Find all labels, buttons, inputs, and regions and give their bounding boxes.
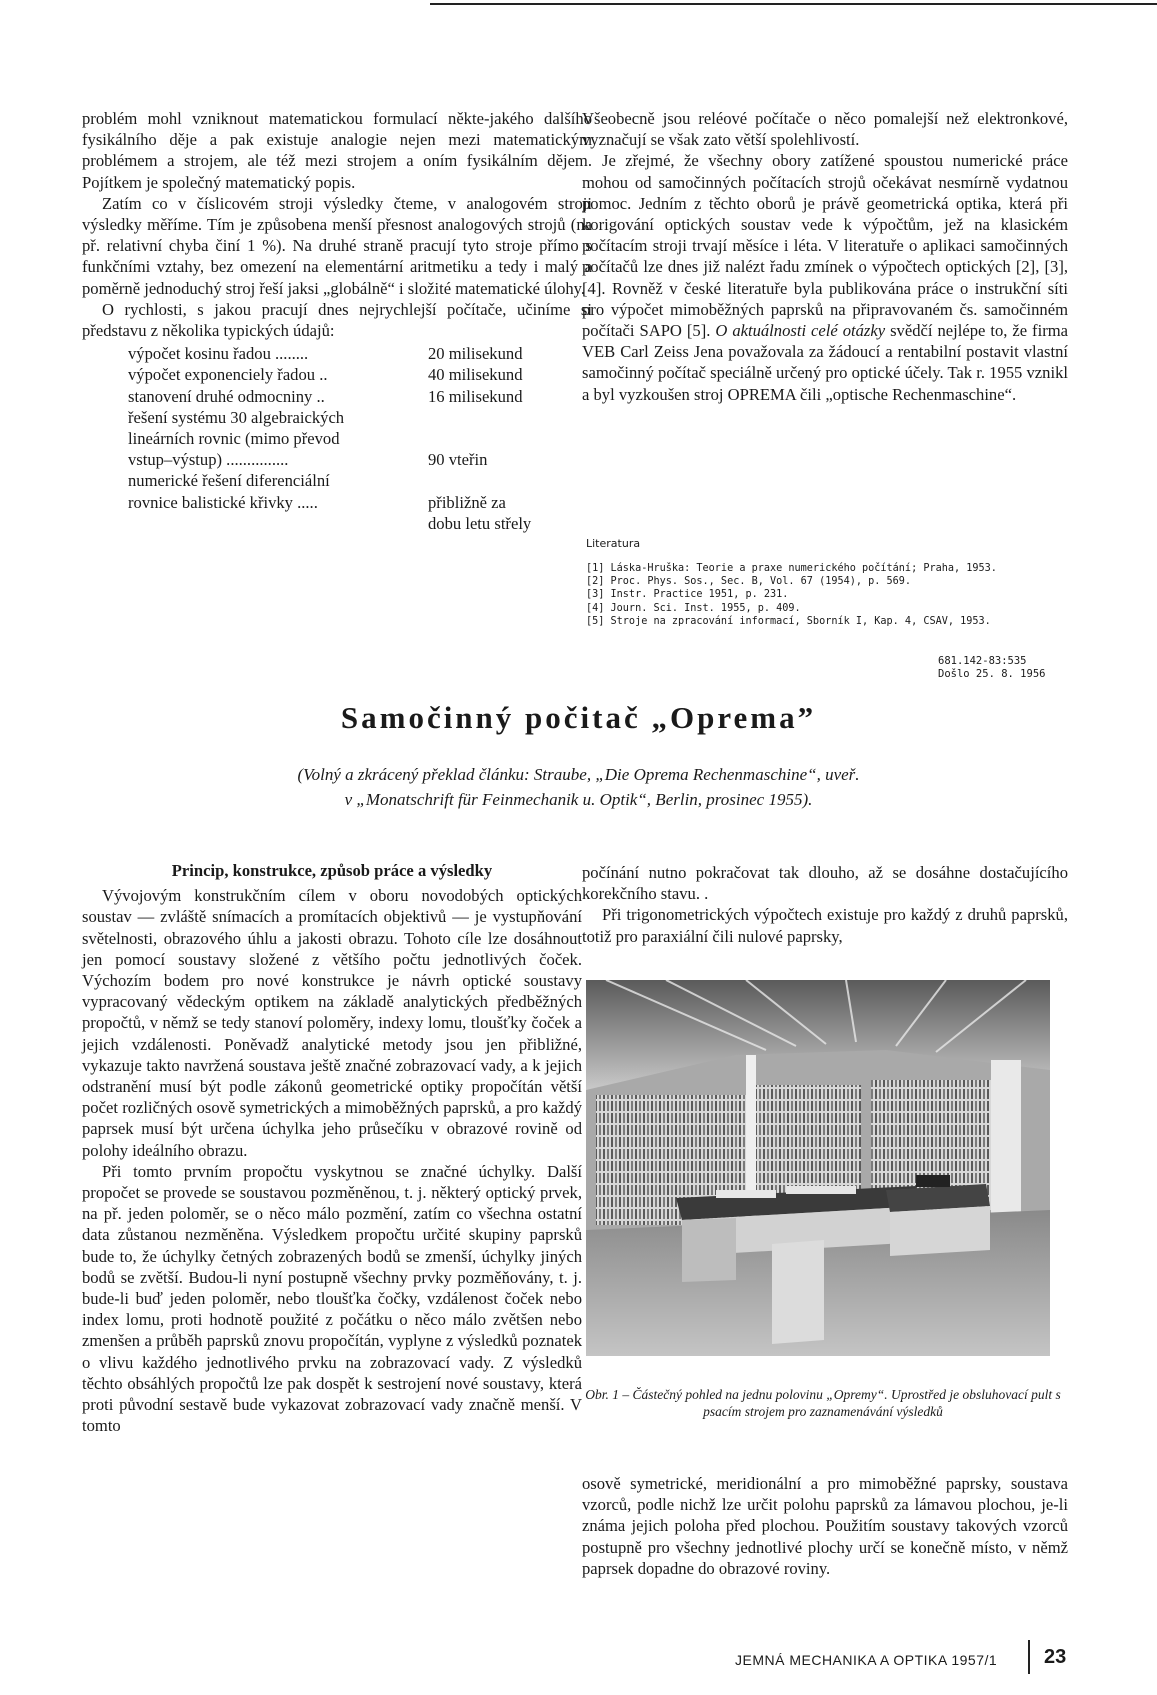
paragraph: Zatím co v číslicovém stroji výsledky čteme, v analogovém stroji výsledky měříme. Tím je způsobena menší přesnost analogových strojů (na př. relativní chyba činí 1 %). Na druhé straně pracují tyto stroje přímo s funkčními vztahy, bez omezení na elementární aritmetiku a tedy i malý a poměrně jednoduchý stroj řeší jaksi „globálně“ i složité matematické úlohy. [82, 193, 592, 298]
timing-row [128, 513, 568, 534]
subtitle-line: (Volný a zkrácený překlad článku: Straube, „Die Oprema Rechenmaschine“, uveř. [297, 765, 860, 784]
timing-task: řešení systému 30 algebraických [128, 407, 345, 427]
timing-value: 16 milisekund [428, 386, 523, 406]
paragraph: Při trigonometrických výpočtech existuje pro každý z druhů paprsků, totiž pro paraxiální čili nulové paprsky, [582, 905, 1068, 946]
italic-text: O aktuálnosti celé otázky [715, 321, 886, 341]
text-run: svědčí nejlépe to, že firma VEB Carl Zeiss Jena považovala za žádoucí a rentabilní postavit vlastní samočinný počítač speciálně určený pro optické účely. Tak r. 1955 vznikl a byl vyzkoušen stroj OPREMA čili „optische Rechenmaschine“. [582, 321, 1068, 404]
figure-caption: Obr. 1 – Částečný pohled na jednu polovinu „Opremy“. Uprostřed je obsluhovací pult s psacím strojem pro zaznamenávání výsledků [585, 1387, 1061, 1419]
references-heading: Literatura [586, 537, 641, 550]
upper-left-column [82, 108, 592, 534]
paragraph [582, 150, 1068, 404]
lower-right-column-top [582, 862, 1068, 947]
paragraph: osově symetrické, meridionální a pro mimoběžné paprsky, soustava vzorců, podle nichž lze určit polohu paprsků za lámavou plochou, je-li známa jejich poloha před plochou. Použitím soustavy takových vzorců postupně pro všechny jednotlivé plochy určí se konečně místo, v němž paprsek dopadne do obrazové roviny. [582, 1474, 1068, 1578]
timing-row [128, 386, 568, 407]
section-heading: Princip, konstrukce, způsob práce a výsledky [171, 861, 493, 880]
paragraph: O rychlosti, s jakou pracují dnes nejrychlejší počítače, učiníme si představu z několika typických údajů: [82, 299, 592, 341]
timing-task: numerické řešení diferenciální [128, 471, 330, 491]
paragraph: počínání nutno pokračovat tak dlouho, až se dosáhne dostačujícího korekčního stavu. . [582, 863, 1068, 904]
photo-illustration [586, 980, 1050, 1356]
oprema-photo [586, 980, 1050, 1356]
references-list [586, 562, 1066, 628]
received-date: Došlo 25. 8. 1956 [938, 668, 1046, 680]
timing-task: výpočet kosinu řadou ........ [128, 344, 309, 364]
paragraph: problém mohl vzniknout matematickou formulací někte-jakého dalšího fysikálního děje a pak existuje analogie nejen mezi matematickým problémem a strojem, ale též mezi strojem a oním fysikálním dějem. Pojítkem je společný matematický popis. [82, 109, 592, 192]
paragraph: Všeobecně jsou reléové počítače o něco pomalejší než elektronkové, vyznačují se však zato větší spolehlivostí. [582, 109, 1068, 150]
timing-value: 40 milisekund [428, 365, 523, 385]
lower-left-column [82, 860, 582, 1436]
text-run: Je zřejmé, že všechny obory zatížené spoustou numerické práce mohou od samočinných počítacích strojů očekávat nesmírně vydatnou pomoc. Jedním z těchto oborů je právě geometrická optika, která při korigování optických soustav vede k výpočtům, jež na klasickém počítacím stroji trvají měsíce i léta. V literatuře o aplikaci samočinných počítačů lze dnes již nalézt řadu zmínek o výpočtech optických [2], [3], [4]. Rovněž v české literatuře byla publikována práce o instrukční síti pro výpočet mimoběžných paprsků na připravovaném čs. samočinném počítači SAPO [5]. [582, 151, 1068, 341]
article-subtitle [0, 762, 1157, 812]
reference-item: [2] Proc. Phys. Sos., Sec. B, Vol. 67 (1954), p. 569. [586, 576, 912, 588]
timing-row [128, 470, 568, 491]
timing-row [128, 449, 568, 470]
timing-table [128, 343, 568, 534]
timing-task [128, 513, 428, 534]
upper-right-column [582, 108, 1068, 405]
footer-separator [1028, 1640, 1030, 1674]
timing-row [128, 492, 568, 513]
subtitle-line: v „Monatschrift für Feinmechanik u. Optik“, Berlin, prosinec 1955). [344, 790, 813, 809]
reference-item: [4] Journ. Sci. Inst. 1955, p. 409. [586, 602, 801, 614]
udc-code: 681.142-83:535 [938, 655, 1027, 667]
timing-value [428, 428, 568, 449]
journal-footer: JEMNÁ MECHANIKA A OPTIKA 1957/1 [735, 1652, 998, 1668]
paragraph: Vývojovým konstrukčním cílem v oboru novodobých optických soustav — zvláště snímacích a promítacích objektivů — je vystupňování světelnosti, obrazového úhlu a jakosti obrazu. Tohoto cíle lze dosáhnout jen pomocí soustavy složené z většího počtu jednotlivých čoček. Výchozím bodem pro nové konstrukce je návrh optické soustavy vypracovaný vědeckým optikem na základě analytických předběžných propočtů, v němž se tedy stanoví poloměry, indexy lomu, tloušťky čoček a jejich vzdálenosti. Poněvadž analytické metody jsou jen přibližné, vykazuje takto navržená soustava ještě značné zobrazovací vady, a k jejich odstranění musí být podle zákonů geometrické optiky propočítán větší počet rozličných osově symetrických a mimoběžných paprsků, a pro každý paprsek musí být určena úchylka jeho průsečíku v obrazové rovině od polohy ideálního obrazu. [82, 886, 582, 1160]
timing-row [128, 343, 568, 364]
timing-task: rovnice balistické křivky ..... [128, 492, 318, 512]
timing-task: výpočet exponenciely řadou .. [128, 365, 328, 385]
timing-value: 90 vteřin [428, 450, 488, 470]
timing-value: dobu letu střely [428, 513, 532, 533]
reference-item: [3] Instr. Practice 1951, p. 231. [586, 589, 789, 601]
timing-task: stanovení druhé odmocniny .. [128, 386, 325, 406]
top-rule [430, 3, 1157, 5]
reference-item: [5] Stroje na zpracování informací, Sborník I, Kap. 4, CSAV, 1953. [586, 615, 991, 627]
timing-row [128, 364, 568, 385]
timing-value [428, 407, 568, 428]
lower-right-column-bottom [582, 1473, 1068, 1579]
timing-task: lineárních rovnic (mimo převod [128, 429, 340, 449]
timing-row [128, 407, 568, 428]
page-number: 23 [1044, 1646, 1067, 1668]
timing-task: vstup–výstup) ............... [128, 450, 289, 470]
reference-item: [1] Láska-Hruška: Teorie a praxe numerického počítání; Praha, 1953. [586, 563, 997, 574]
paragraph: Při tomto prvním propočtu vyskytnou se značné úchylky. Další propočet se provede se soustavou pozměněnou, t. j. některý optický prvek, na př. jeden poloměr, se o něco málo pozmění, zatím co všechna ostatní data zůstanou nezměněna. Výsledkem propočtu určité skupiny paprsků bude to, že úchylky četných zobrazených bodů se zmenší, úchylky jiných bodů se zvětší. Budou-li nyní postupně všechny prvky pozměňovány, t. j. bude-li buď jeden poloměr, nebo tloušťka čočky, vzdálenost čoček nebo index lomu, proti hodnotě použité z počátku o něco málo zvětšen nebo zmenšen a průběh paprsků znovu propočítán, vyplyne z výsledků poznatek o vlivu každého jednotlivého prvku na zobrazovací vady. Z výsledků těchto obsáhlých propočtů lze pak dospět k sestrojení nové soustavy, která proti původní sestavě bude vykazovat zobrazovací vady značně menší. V tomto [82, 1161, 582, 1436]
timing-row [128, 428, 568, 449]
classification [938, 655, 1045, 681]
timing-value: přibližně za [428, 492, 506, 512]
timing-value: 20 milisekund [428, 344, 523, 364]
article-title: Samočinný počitač „Oprema” [340, 700, 817, 735]
timing-value [428, 470, 568, 491]
